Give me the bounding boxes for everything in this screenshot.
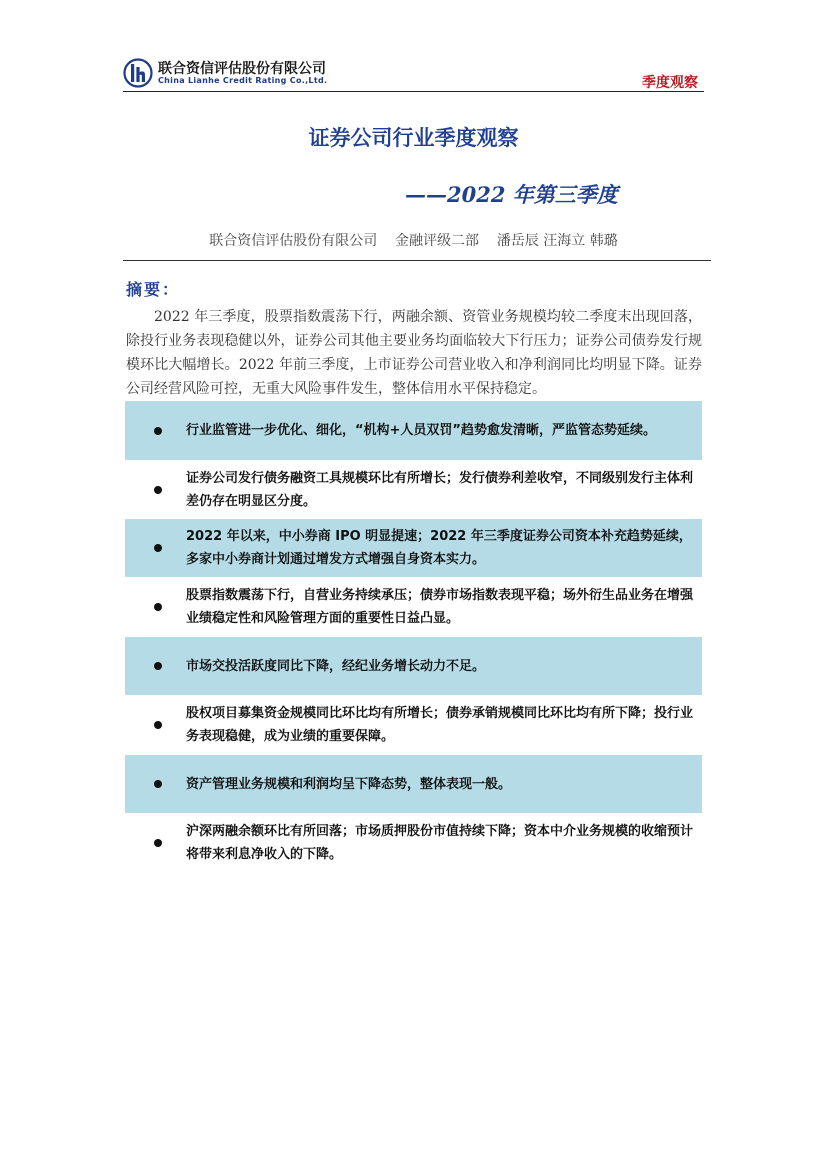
key-point-text: 市场交投活跃度同比下降，经纪业务增长动力不足。 (186, 658, 486, 674)
key-points-list (125, 401, 702, 873)
bullet-dot-icon (154, 721, 162, 729)
header-divider (123, 91, 704, 92)
key-point-text: 行业监管进一步优化、细化，“机构+人员双罚”趋势愈发清晰，严监管态势延续。 (186, 423, 656, 438)
company-name-en: China Lianhe Credit Rating Co.,Ltd. (158, 76, 328, 85)
bullet-dot-icon (154, 544, 162, 552)
key-point-item (125, 695, 702, 755)
key-point-text: 股票指数震荡下行，自营业务持续承压；债券市场指数表现平稳；场外衍生品业务在增强业绩稳定性和风险管理方面的重要性日益凸显。 (186, 588, 694, 626)
key-point-text: 证券公司发行债务融资工具规模环比有所增长；发行债券利差收窄，不同级别发行主体利差仍存在明显区分度。 (186, 470, 694, 509)
company-name-cn: 联合资信评估股份有限公司 (158, 61, 326, 77)
key-point-item (125, 813, 702, 873)
bullet-dot-icon (154, 780, 162, 788)
key-point-text: 资产管理业务规模和利润均呈下降态势，整体表现一般。 (186, 776, 512, 792)
report-subtitle: ——2022 年第三季度 (405, 182, 618, 207)
key-point-text: 沪深两融余额环比有所回落；市场质押股份市值持续下降；资本中介业务规模的收缩预计将带来利息净收入的下降。 (186, 824, 694, 862)
author-line: 联合资信评估股份有限公司 金融评级二部 潘岳辰 汪海立 韩璐 (209, 233, 618, 249)
key-point-item (125, 519, 702, 577)
key-point-item (125, 755, 702, 813)
key-point-item (125, 637, 702, 695)
key-point-text: 股权项目募集资金规模同比环比均有所增长；债券承销规模同比环比均有所下降；投行业务表现稳健，成为业绩的重要保障。 (186, 706, 694, 744)
summary-heading: 摘要： (126, 280, 181, 299)
bullet-dot-icon (154, 603, 162, 611)
key-point-item (125, 577, 702, 637)
report-type-tag: 季度观察 (642, 75, 698, 91)
lianhe-logo-icon (123, 58, 153, 88)
key-point-item (125, 401, 702, 460)
key-point-text: 2022 年以来，中小券商 IPO 明显提速；2022 年三季度证券公司资本补充趋势延续，多家中小券商计划通过增发方式增强自身资本实力。 (186, 529, 692, 567)
bullet-dot-icon (154, 427, 162, 435)
bullet-dot-icon (154, 839, 162, 847)
bullet-dot-icon (154, 662, 162, 670)
bullet-dot-icon (154, 486, 162, 494)
report-title: 证券公司行业季度观察 (308, 126, 519, 150)
author-divider (123, 260, 711, 261)
page-header (123, 56, 704, 92)
summary-paragraph: 2022 年三季度，股票指数震荡下行，两融余额、资管业务规模均较二季度末出现回落，除投行业务表现稳健以外，证券公司其他主要业务均面临较大下行压力；证券公司债券发行规模环比大幅增长。2022 年前三季度，上市证券公司营业收入和净利润同比均明显下降。证券公司经营风险可控，无重大风险事件发生，整体信用水平保持稳定。 (126, 309, 702, 397)
key-point-item (125, 460, 702, 519)
